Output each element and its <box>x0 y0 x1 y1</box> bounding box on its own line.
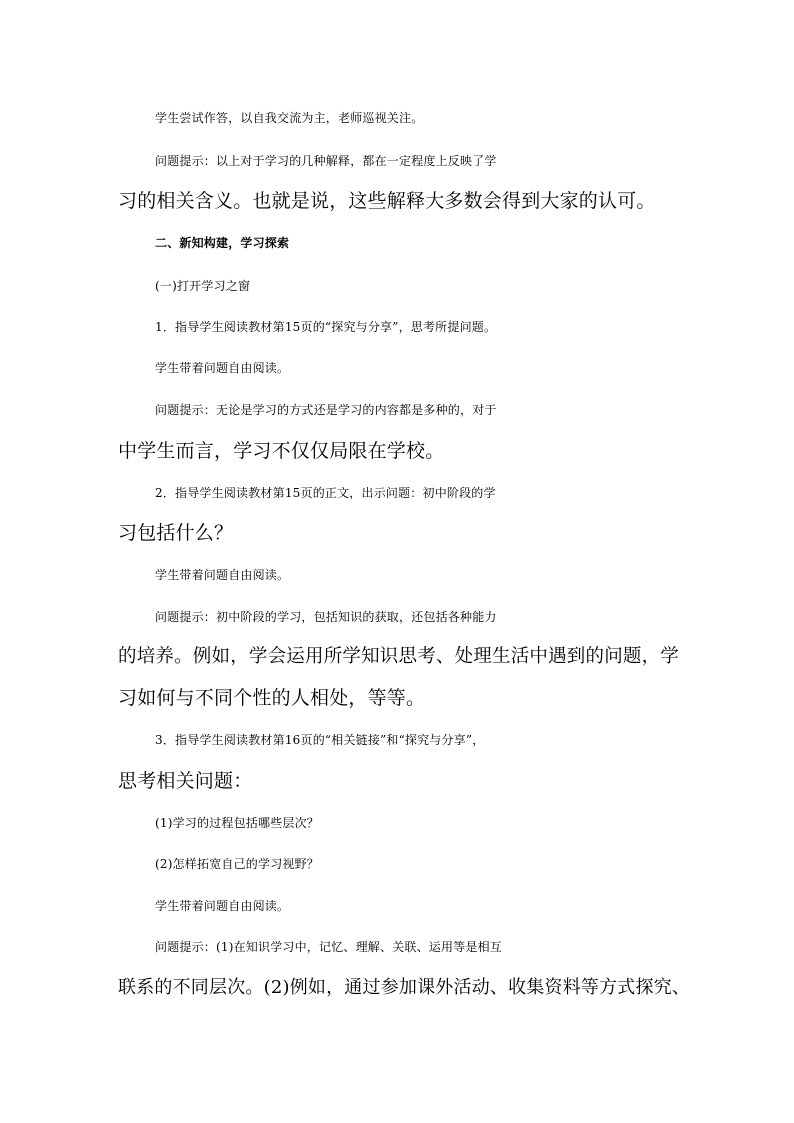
list-item: (2)怎样拓宽自己的学习视野？ <box>155 857 319 871</box>
paragraph-line: 中学生而言，学习不仅仅局限在学校。 <box>118 440 445 462</box>
paragraph-line: 习包括什么？ <box>118 522 234 544</box>
section-heading: 二、新知构建，学习探索 <box>155 236 290 250</box>
paragraph-line: 的培养。例如，学会运用所学知识思考、处理生活中遇到的问题，学 <box>118 646 680 667</box>
paragraph-line: 习如何与不同个性的人相处，等等。 <box>118 687 426 709</box>
paragraph-line: 习的相关含义。也就是说，这些解释大多数会得到大家的认可。 <box>118 190 656 212</box>
paragraph-line: 问题提示：以上对于学习的几种解释，都在一定程度上反映了学 <box>155 154 497 168</box>
paragraph-line: 2．指导学生阅读教材第15页的正文，出示问题：初中阶段的学 <box>155 486 496 500</box>
paragraph-line: 问题提示：(1)在知识学习中，记忆、理解、关联、运用等是相互 <box>155 940 503 954</box>
list-item: (1)学习的过程包括哪些层次？ <box>155 816 319 830</box>
paragraph-line: 学生带着问题自由阅读。 <box>155 899 290 913</box>
subsection-heading: (一)打开学习之窗 <box>155 279 251 293</box>
paragraph-line: 思考相关问题： <box>118 770 253 792</box>
paragraph-line: 学生尝试作答，以自我交流为主，老师巡视关注。 <box>155 111 424 125</box>
paragraph-line: 联系的不同层次。(2)例如，通过参加课外活动、收集资料等方式探究、 <box>118 977 691 998</box>
paragraph-line: 问题提示：初中阶段的学习，包括知识的获取，还包括各种能力 <box>155 610 497 624</box>
paragraph-line: 问题提示：无论是学习的方式还是学习的内容都是多种的，对于 <box>155 403 497 417</box>
paragraph-line: 3．指导学生阅读教材第16页的“相关链接”和“探究与分享”， <box>155 733 485 747</box>
paragraph-line: 学生带着问题自由阅读。 <box>155 568 290 582</box>
paragraph-line: 1．指导学生阅读教材第15页的“探究与分享”，思考所提问题。 <box>155 320 497 334</box>
paragraph-line: 学生带着问题自由阅读。 <box>155 361 290 375</box>
